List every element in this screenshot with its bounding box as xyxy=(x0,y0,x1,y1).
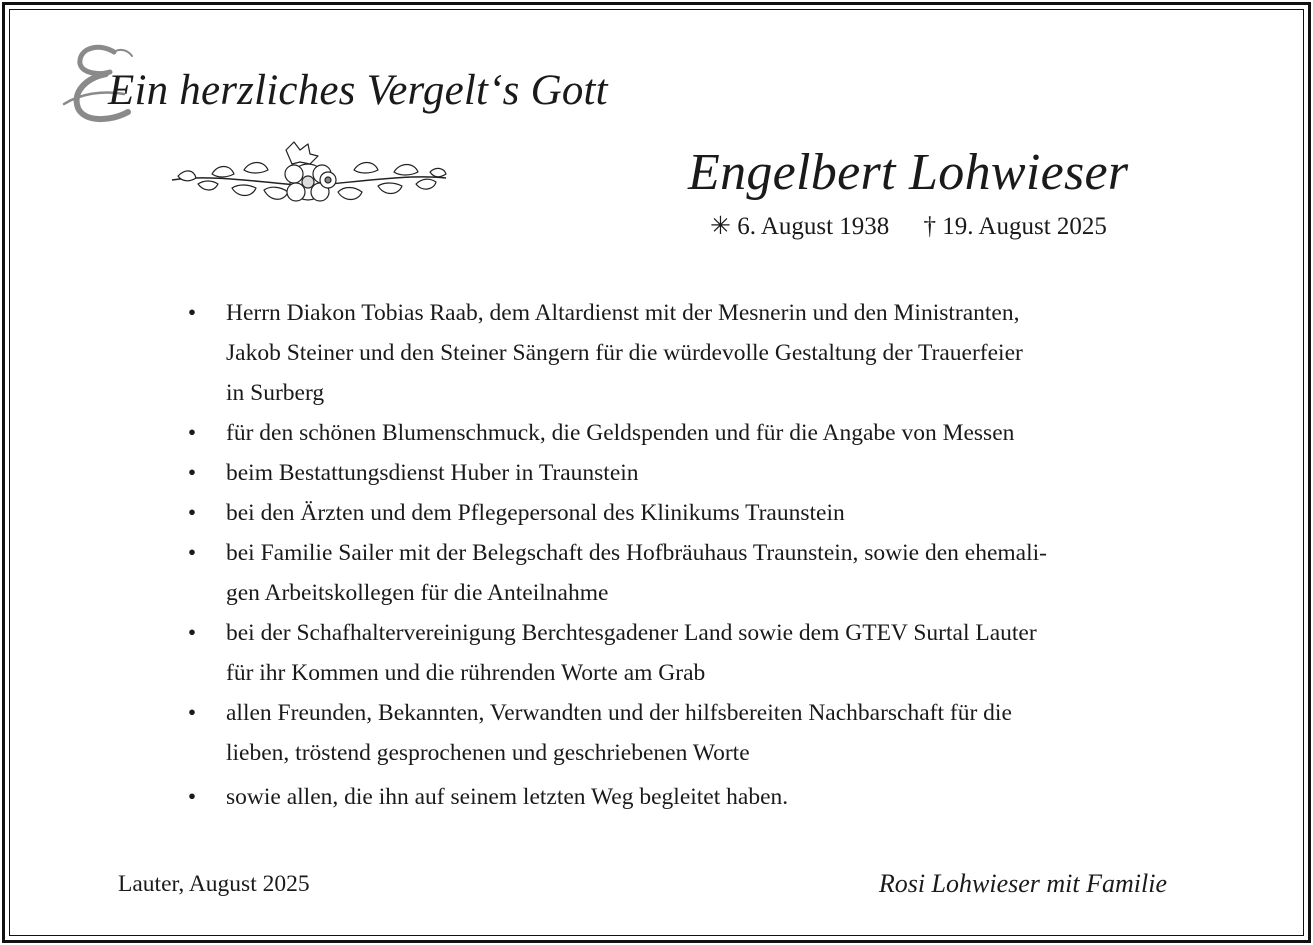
list-item xyxy=(186,453,1176,493)
list-item-line: allen Freunden, Bekannten, Verwandten und der hilfsbereiten Nachbarschaft für die xyxy=(226,700,1012,726)
bullet-icon: • xyxy=(187,540,197,566)
list-item-line: Jakob Steiner und den Steiner Sängern für die würdevolle Gestaltung der Trauerfeier xyxy=(226,340,1023,366)
bullet-icon: • xyxy=(187,420,197,446)
death-date: † 19. August 2025 xyxy=(923,213,1107,240)
deceased-name: Engelbert Lohwieser xyxy=(688,144,1129,201)
list-item xyxy=(186,293,1176,413)
list-item-line: für ihr Kommen und die rührenden Worte am Grab xyxy=(226,660,706,686)
bullet-icon: • xyxy=(187,700,197,726)
list-item xyxy=(186,613,1176,693)
place-date: Lauter, August 2025 xyxy=(118,871,310,897)
thanks-list xyxy=(186,293,1176,817)
bullet-icon: • xyxy=(187,460,197,486)
list-item-line: sowie allen, die ihn auf seinem letzten Weg begleitet haben. xyxy=(226,784,789,810)
list-item-line: bei den Ärzten und dem Pflegepersonal des Klinikums Traunstein xyxy=(226,500,845,526)
list-item xyxy=(186,693,1176,773)
birth-date: ✳ 6. August 1938 xyxy=(710,213,890,240)
list-item-line: für den schönen Blumenschmuck, die Geldspenden und für die Angabe von Messen xyxy=(226,420,1015,446)
list-item-line: lieben, tröstend gesprochenen und geschriebenen Worte xyxy=(226,740,750,766)
list-item-line: bei Familie Sailer mit der Belegschaft des Hofbräuhaus Traunstein, sowie den ehemali- xyxy=(226,540,1047,566)
bullet-icon: • xyxy=(187,620,197,646)
list-item-line: Herrn Diakon Tobias Raab, dem Altardienst mit der Mesnerin und den Ministranten, xyxy=(226,300,1020,326)
list-item-line: bei der Schafhaltervereinigung Berchtesgadener Land sowie dem GTEV Surtal Lauter xyxy=(226,620,1037,646)
thanks-heading: Ein herzliches Vergelt‘s Gott xyxy=(108,67,608,114)
list-item-line: beim Bestattungsdienst Huber in Traunstein xyxy=(226,460,639,486)
list-item-line: in Surberg xyxy=(226,380,325,406)
bullet-icon: • xyxy=(187,784,197,810)
signature: Rosi Lohwieser mit Familie xyxy=(878,869,1167,898)
list-item xyxy=(186,533,1176,613)
bullet-icon: • xyxy=(187,500,197,526)
bullet-icon: • xyxy=(187,300,197,326)
floral-garland-icon xyxy=(168,140,450,216)
list-item xyxy=(186,777,1176,817)
list-item-line: gen Arbeitskollegen für die Anteilnahme xyxy=(226,580,609,606)
life-dates xyxy=(710,211,1107,241)
list-item xyxy=(186,493,1176,533)
list-item xyxy=(186,413,1176,453)
